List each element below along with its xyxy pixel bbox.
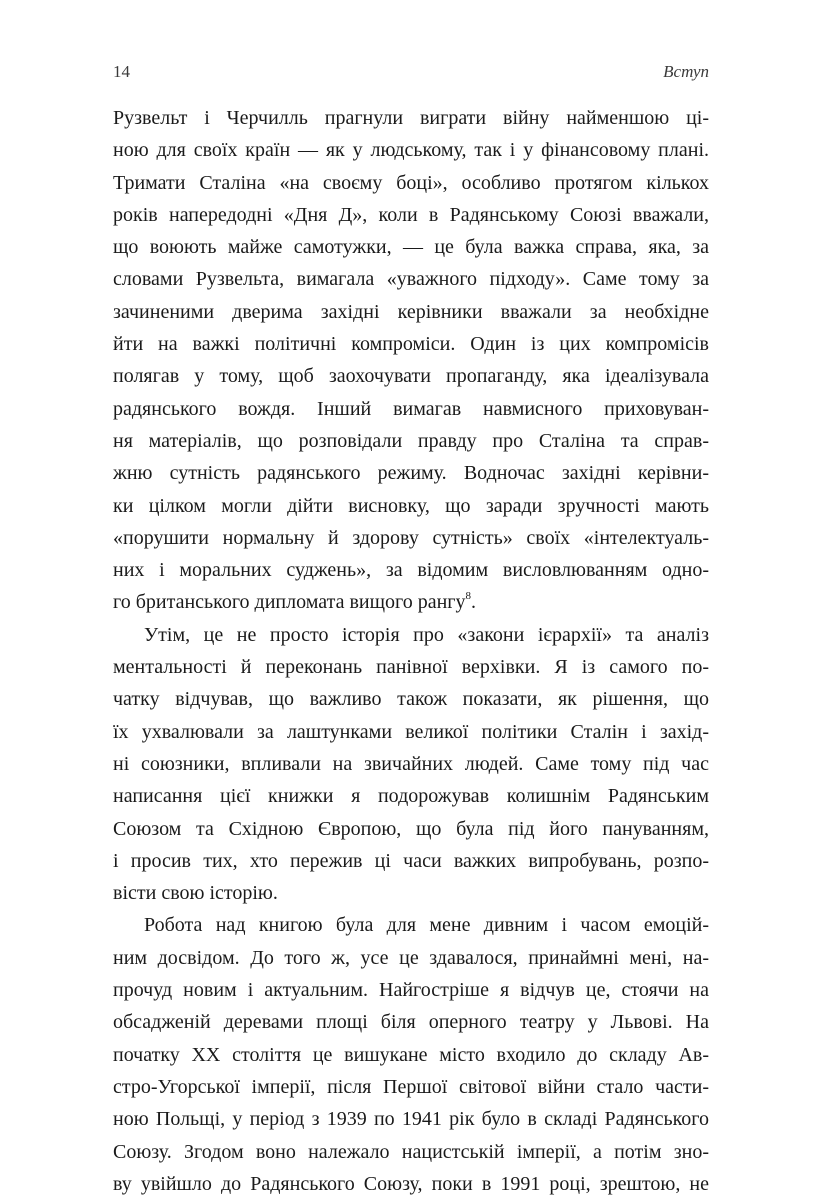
text-line: стро-Угорської імперії, після Першої світової війни стало части- [113, 1075, 709, 1098]
text-line: написання цієї книжки я подорожував колишнім Радянським [113, 785, 709, 808]
text-line: вісти свою історію. [113, 882, 278, 905]
text-line: прочуд новим і актуальним. Найгостріше я відчув це, стоячи на [113, 979, 709, 1002]
footnote-marker: 8 [465, 590, 472, 603]
text-line: років напередодні «Дня Д», коли в Радянському Союзі вважали, [113, 203, 709, 226]
text-line: Робота над книгою була для мене дивним і часом емоцій- [144, 914, 709, 937]
text-line: ки цілком могли дійти висновку, що заради зручності мають [113, 494, 709, 517]
text-line: Рузвельт і Черчилль прагнули виграти війну найменшою ці- [113, 107, 709, 129]
text-line: ні союзники, впливали на звичайних людей. Саме тому під час [113, 752, 709, 775]
text-line: обсадженій деревами площі біля оперного театру у Львові. На [113, 1011, 709, 1034]
text-line: словами Рузвельта, вимагала «уважного підходу». Саме тому за [113, 268, 709, 291]
text-line: йти на важкі політичні компроміси. Один із цих компромісів [113, 333, 709, 356]
body-text [113, 102, 709, 1200]
text-line-tail: . [471, 591, 477, 614]
page-header [113, 62, 709, 86]
text-line: ментальності й переконань панівної верхівки. Я із самого по- [113, 656, 709, 679]
paragraph [113, 102, 709, 619]
text-line: чатку відчував, що важливо також показати, як рішення, що [113, 688, 709, 711]
running-title: Вступ [663, 62, 709, 81]
text-line: що воюють майже самотужки, — це була важка справа, яка, за [113, 236, 709, 259]
text-line: Союзом та Східною Європою, що була під його пануванням, [113, 817, 709, 840]
text-line: зачиненими дверима західні керівники вважали за необхідне [113, 300, 709, 323]
text-line [113, 586, 709, 618]
text-line: «порушити нормальну й здорову сутність» своїх «інтелектуаль- [113, 526, 709, 549]
text-line: ня матеріалів, що розповідали правду про Сталіна та справ- [113, 429, 709, 452]
text-line: їх ухвалювали за лаштунками великої політики Сталін і захід- [113, 720, 709, 743]
paragraph [113, 619, 709, 910]
text-line: радянського вождя. Інший вимагав навмисного приховуван- [113, 397, 709, 420]
text-line: ву увійшло до Радянського Союзу, поки в 1991 році, зрештою, не [113, 1172, 709, 1195]
text-line: ною для своїх країн — як у людському, так і у фінансовому плані. [113, 139, 709, 162]
text-line-content: го британського дипломата вищого рангу [113, 591, 466, 614]
page-number: 14 [113, 62, 130, 81]
paragraph [113, 909, 709, 1200]
text-line: полягав у тому, щоб заохочувати пропаганду, яка ідеалізувала [113, 365, 709, 388]
text-line: ним досвідом. До того ж, усе це здавалося, принаймні мені, на- [113, 946, 709, 969]
text-line: Тримати Сталіна «на своєму боці», особливо протягом кількох [113, 171, 709, 194]
text-line: них і моральних суджень», за відомим висловлюванням одно- [113, 559, 709, 582]
text-line: Утім, це не просто історія про «закони ієрархії» та аналіз [144, 623, 709, 646]
text-line: початку XX століття це вишукане місто входило до складу Ав- [113, 1043, 709, 1066]
text-line: Союзу. Згодом воно належало нацистській імперії, а потім зно- [113, 1140, 709, 1163]
text-line: ною Польщі, у період з 1939 по 1941 рік було в складі Радянського [113, 1108, 709, 1131]
text-line: і просив тих, хто пережив ці часи важких випробувань, розпо- [113, 849, 709, 872]
text-line: жню сутність радянського режиму. Водночас західні керівни- [113, 462, 709, 485]
